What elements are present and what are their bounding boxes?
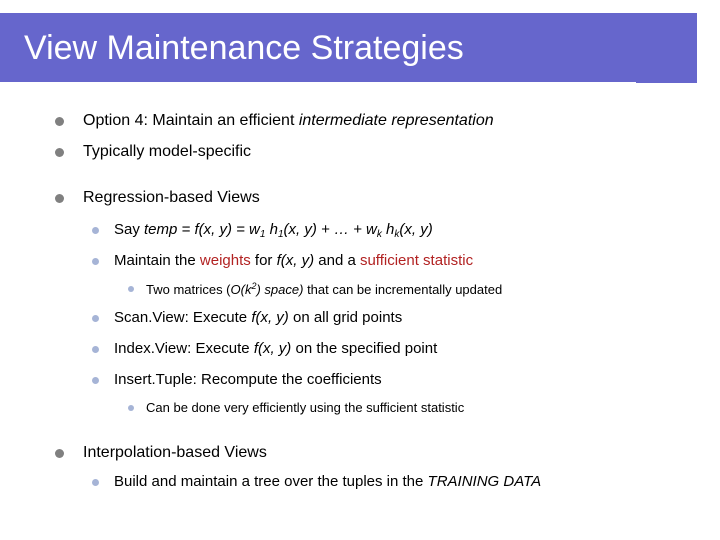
bullet-option-4: Option 4: Maintain an efficient intermediate representation xyxy=(83,113,494,129)
bullet-dot-icon xyxy=(92,315,99,322)
bullet-dot-icon xyxy=(55,148,64,157)
bullet-dot-icon xyxy=(92,479,99,486)
bullet-two-matrices: Two matrices ($O(k^2)$ space) that can be incrementally updated xyxy=(146,282,502,296)
bullet-maintain-weights: Maintain the weights for f(x, y) and a sufficient statistic xyxy=(114,253,473,268)
bullet-dot-icon xyxy=(128,405,134,411)
bullet-model-specific: Typically model-specific xyxy=(83,144,251,160)
bullet-dot-icon xyxy=(92,377,99,384)
bullet-temp-formula: Say temp = f(x, $y) = w_1$ $h_1(x$, y) + … + $w_k$ $h_k(x$, y) xyxy=(114,222,433,240)
slide-title: View Maintenance Strategies xyxy=(24,29,464,67)
bullet-dot-icon xyxy=(128,286,134,292)
bullet-dot-icon xyxy=(92,227,99,234)
bullet-index-view: Index.View: Execute f(x, y) on the specified point xyxy=(114,341,437,356)
bullet-dot-icon xyxy=(92,346,99,353)
bullet-dot-icon xyxy=(55,449,64,458)
bullet-dot-icon xyxy=(92,258,99,265)
bullet-dot-icon xyxy=(55,117,64,126)
bullet-dot-icon xyxy=(55,194,64,203)
bullet-regression-views: Regression-based Views xyxy=(83,190,260,206)
title-underline xyxy=(0,82,636,85)
bullet-build-tree: Build and maintain a tree over the tuples in the TRAINING DATA xyxy=(114,474,541,489)
bullet-scan-view: Scan.View: Execute f(x, y) on all grid points xyxy=(114,310,402,325)
bullet-efficient: Can be done very efficiently using the sufficient statistic xyxy=(146,401,464,414)
bullet-insert-tuple: Insert.Tuple: Recompute the coefficients xyxy=(114,372,382,387)
bullet-interpolation-views: Interpolation-based Views xyxy=(83,445,267,461)
